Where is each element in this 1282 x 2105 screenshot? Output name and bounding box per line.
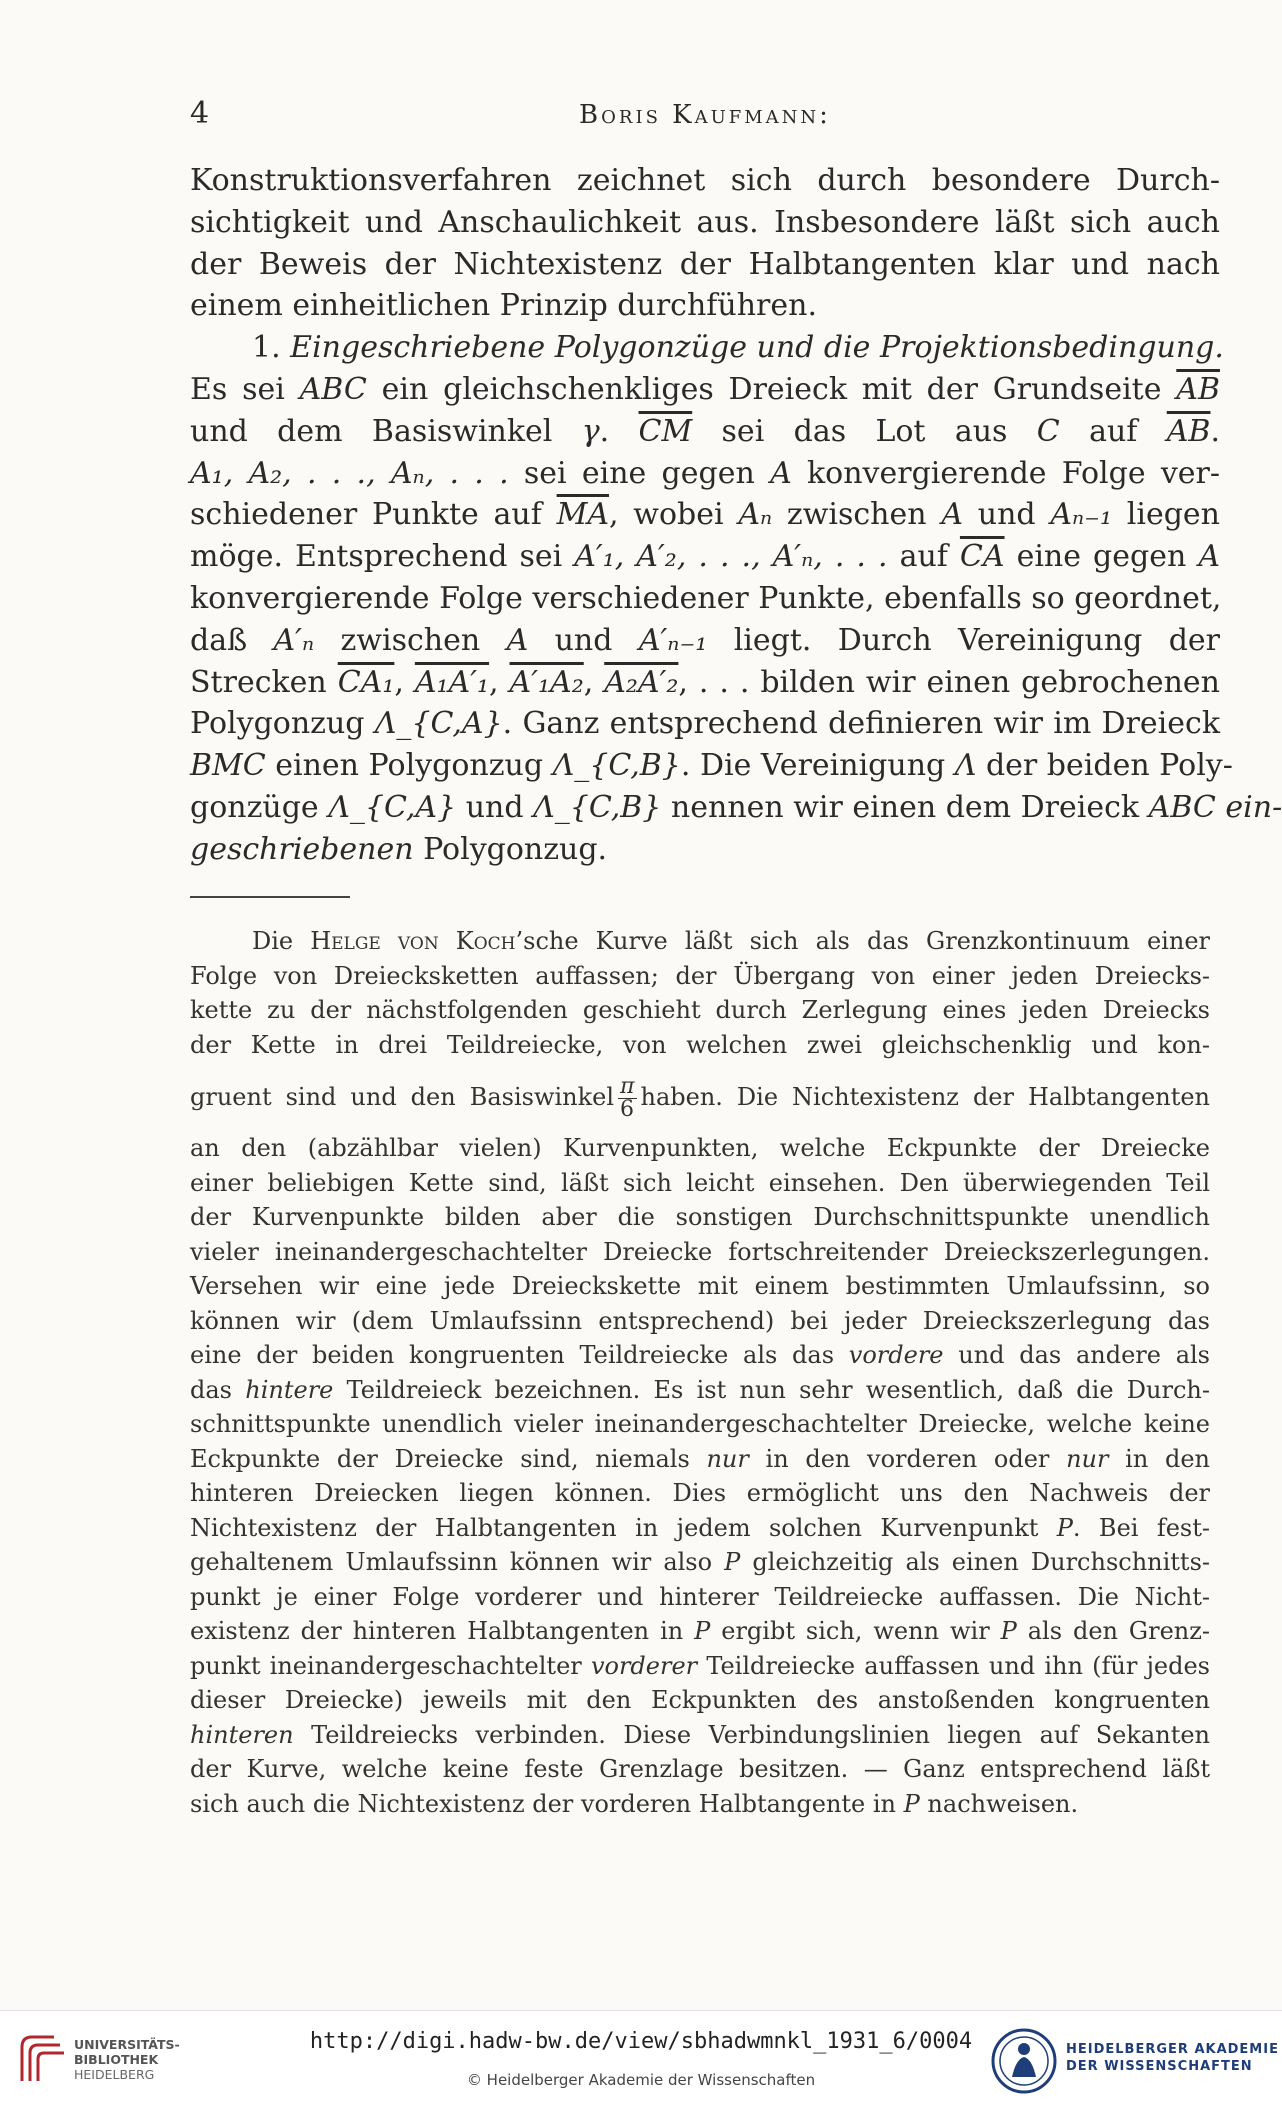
university-library-name: UNIVERSITÄTS- BIBLIOTHEK HEIDELBERG (74, 2037, 180, 2082)
footnote-line: hinteren Dreiecken liegen können. Dies ermöglicht uns den Nachweis der (190, 1479, 1210, 1507)
text-line: der Beweis der Nichtexistenz der Halbtangenten klar und nach (190, 246, 1220, 282)
text-line: sichtigkeit und Anschaulichkeit aus. Insbesondere läßt sich auch (190, 204, 1220, 240)
footnote-line: sich auch die Nichtexistenz der vorderen Halbtangente in P nachweisen. (190, 1789, 1079, 1818)
text-line: konvergierende Folge verschiedener Punkte, ebenfalls so geordnet, (190, 580, 1222, 616)
footnote-line: hinteren Teildreiecks verbinden. Diese Verbindungslinien liegen auf Sekanten (190, 1720, 1210, 1749)
text-line: Strecken CA₁, A₁A′₁, A′₁A₂, A₂A′₂, . . . bilden wir einen gebrochenen (190, 664, 1221, 700)
footnote (190, 924, 1210, 1821)
footnote-line: Nichtexistenz der Halbtangenten in jedem solchen Kurvenpunkt P. Bei fest- (190, 1513, 1210, 1542)
academy-seal-icon[interactable] (990, 2027, 1058, 2095)
footnote-line: an den (abzählbar vielen) Kurvenpunkten, welche Eckpunkte der Dreiecke (190, 1134, 1210, 1162)
text-line: A₁, A₂, . . ., Aₙ, . . . sei eine gegen A konvergierende Folge ver- (190, 455, 1221, 491)
main-text (190, 160, 1282, 871)
footnote-line: kette zu der nächstfolgenden geschieht durch Zerlegung eines jeden Dreiecks (190, 996, 1210, 1024)
footnote-line: gehaltenem Umlaufssinn können wir also P gleichzeitig als einen Durchschnitts- (190, 1548, 1211, 1576)
footnote-divider (190, 896, 350, 898)
text-line: einem einheitlichen Prinzip durchführen. (190, 288, 817, 324)
text-line: Polygonzug Λ_{C,A}. Ganz entsprechend definieren wir im Dreieck (190, 706, 1220, 742)
footnote-line: Folge von Dreiecksketten auffassen; der Übergang von einer jeden Dreiecks- (190, 961, 1210, 990)
text-line: Konstruktionsverfahren zeichnet sich durch besondere Durch- (190, 163, 1220, 198)
footnote-line: Die Helge von Koch’sche Kurve läßt sich als das Grenzkontinuum einer (252, 927, 1210, 955)
section-heading: 1. Eingeschriebene Polygonzüge und die Projektionsbedingung. (252, 330, 1224, 366)
running-head: Boris Kaufmann: (579, 100, 831, 130)
footnote-line: vieler ineinandergeschachtelter Dreiecke fortschreitender Dreieckszerlegungen. (190, 1237, 1210, 1266)
footnote-line: punkt je einer Folge vorderer und hinterer Teildreiecke auffassen. Die Nicht- (190, 1582, 1210, 1611)
page-number: 4 (190, 96, 211, 131)
copyright-notice: © Heidelberger Akademie der Wissenschaften (466, 2071, 816, 2089)
footnote-line: Versehen wir eine jede Dreieckskette mit einem bestimmten Umlaufssinn, so (190, 1272, 1210, 1300)
footnote-line: das hintere Teildreieck bezeichnen. Es ist nun sehr wesentlich, daß die Durch- (190, 1375, 1210, 1404)
text-line: Es sei ABC ein gleichschenkliges Dreieck mit der Grundseite $\overline{AB}$ (190, 371, 1220, 407)
text-line: möge. Entsprechend sei A′₁, A′₂, . . ., A′ₙ, . . . auf $\overline{CA}$ eine gegen A (190, 539, 1220, 575)
footnote-line: gruent sind und den Basiswinkel $\frac{\pi}{6}$ haben. Die Nichtexistenz der Halbtangenten (190, 1074, 1210, 1122)
footnote-line: der Kurve, welche keine feste Grenzlage besitzen. — Ganz entsprechend läßt (190, 1755, 1210, 1783)
footnote-line: existenz der hinteren Halbtangenten in P ergibt sich, wenn wir P als den Grenz- (190, 1617, 1210, 1645)
academy-name: HEIDELBERGER AKADEMIE DER WISSENSCHAFTEN (1066, 2042, 1279, 2074)
fraction-pi-over-6: $\frac{\pi}{6}$ (620, 1074, 635, 1122)
footnote-line: punkt ineinandergeschachtelter vorderer Teildreiecke auffassen und ihn (für jedes (190, 1651, 1210, 1680)
permalink-url[interactable]: http://digi.hadw-bw.de/view/sbhadwmnkl_1931_6/0004 (309, 2029, 973, 2054)
text-line: schiedener Punkte auf $\overline{MA}$, wobei Aₙ zwischen A und Aₙ₋₁ liegen (190, 497, 1220, 533)
footnote-line: der Kurvenpunkte bilden aber die sonstigen Durchschnittspunkte unendlich (190, 1203, 1210, 1231)
text-line: BMC einen Polygonzug Λ_{C,B}. Die Vereinigung Λ der beiden Poly- (190, 748, 1233, 784)
text-line: geschriebenen Polygonzug. (190, 831, 608, 867)
footnote-line: können wir (dem Umlaufssinn entsprechend) bei jeder Dreieckszerlegung das (190, 1306, 1210, 1335)
viewer-footer (0, 2010, 1282, 2105)
text-line: daß A′ₙ zwischen A und A′ₙ₋₁ liegt. Durch Vereinigung der (190, 622, 1221, 658)
footnote-line: dieser Dreiecke) jeweils mit den Eckpunkten des anstoßenden kongruenten (190, 1686, 1210, 1714)
footnote-line: eine der beiden kongruenten Teildreiecke als das vordere und das andere als (190, 1341, 1210, 1369)
footnote-line: der Kette in drei Teildreiecke, von welchen zwei gleichschenklig und kon- (190, 1030, 1210, 1059)
footnote-line: Eckpunkte der Dreiecke sind, niemals nur in den vorderen oder nur in den (190, 1444, 1211, 1473)
text-line: gonzüge Λ_{C,A} und Λ_{C,B} nennen wir einen dem Dreieck ABC ein- (190, 789, 1282, 825)
text-line: und dem Basiswinkel γ. $\overline{CM}$ sei das Lot aus C auf $\overline{AB}$. (190, 413, 1220, 449)
page-header (190, 96, 1220, 136)
footnote-line: einer beliebigen Kette sind, läßt sich leicht einsehen. Den überwiegenden Teil (190, 1168, 1210, 1197)
footnote-line: schnittspunkte unendlich vieler ineinandergeschachtelter Dreiecke, welche keine (190, 1410, 1210, 1438)
